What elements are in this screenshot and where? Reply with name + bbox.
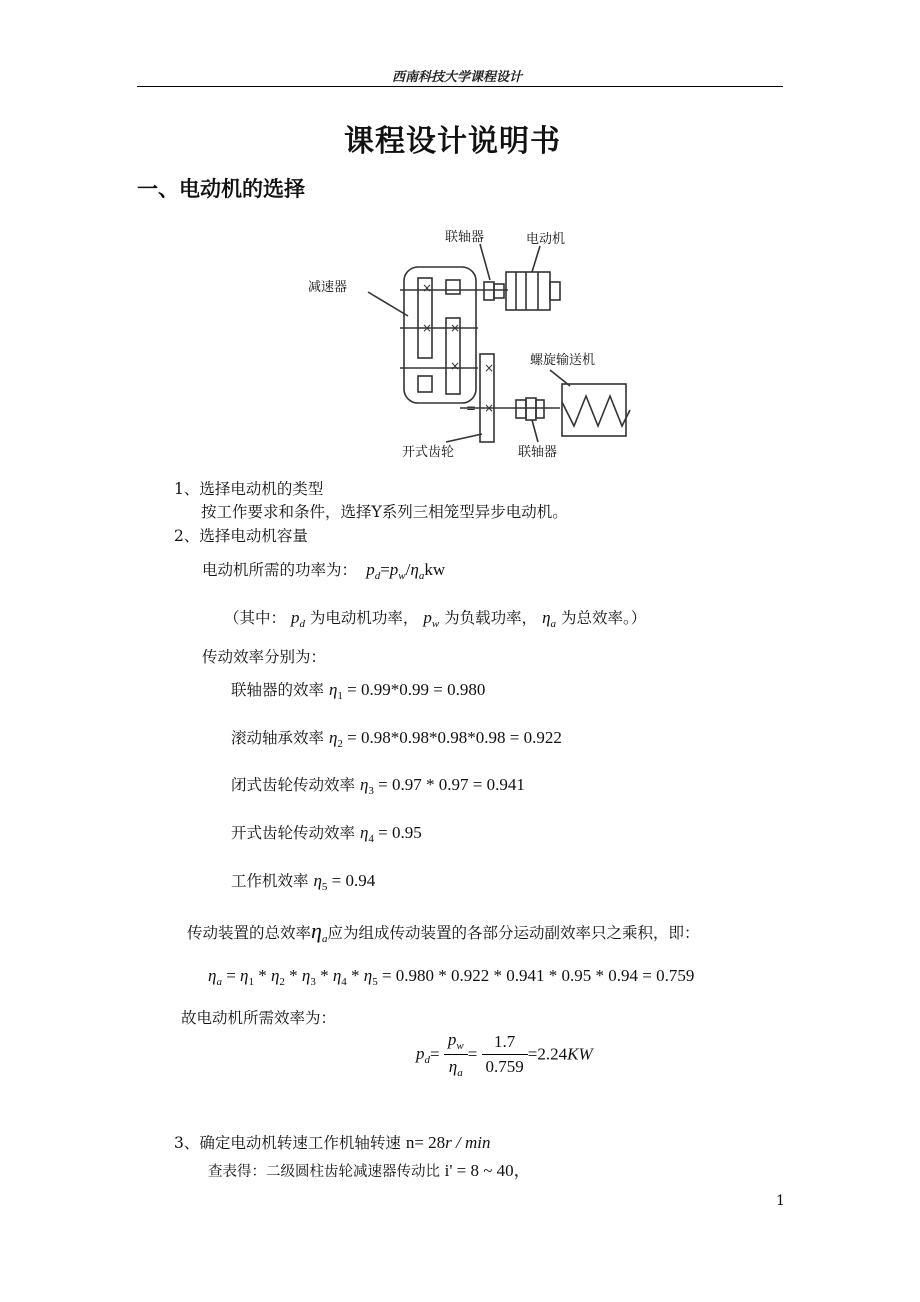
transmission-diagram [300,220,645,465]
label-coupling-top: 联轴器 [445,230,485,245]
efficiency-row: 开式齿轮传动效率 $\eta_4 = 0.95$ [231,823,422,845]
required-intro: 故电动机所需效率为： [181,1009,337,1027]
required-power-formula: $p_d=$ $\frac{p_w}{\eta_a}$ = $\frac{1.7}{0.759}$ =2.24KW [416,1030,593,1079]
power-formula-line [202,558,445,582]
power-formula: $p_d=p_w/\eta_akw$ [366,560,446,582]
header-rule [137,86,783,87]
ratio-line: 查表得：二级圆柱齿轮减速器传动比 i' = 8 ~ 40， [208,1161,531,1180]
label-open-gear: 开式齿轮 [402,445,455,460]
page-number: 1 [776,1193,785,1209]
efficiency-row: 联轴器的效率 $\eta_1 = 0.99*0.99 = 0.980$ [231,680,486,702]
symbol-note: （其中： $p_d$ 为电动机功率， $p_w$ 为负载功率， $\eta_a$ 为总效率。） [224,608,647,630]
efficiency-intro: 传动效率分别为： [202,648,327,666]
svg-text:×: × [422,281,433,295]
efficiency-row: 滚动轴承效率 $\eta_2 = 0.98*0.98*0.98*0.98 = 0.922$ [231,728,562,750]
label-motor: 电动机 [526,232,566,247]
label-screw-conveyor: 螺旋输送机 [530,353,596,368]
total-efficiency-sentence: 传动装置的总效率$\eta_a$应为组成传动装置的各部分运动副效率只之乘积，即： [187,918,700,945]
svg-text:=: = [466,401,477,415]
page-header: 西南科技大学课程设计 [392,70,523,85]
item1-body: 按工作要求和条件，选择Y系列三相笼型异步电动机。 [201,503,568,521]
power-unit: kw [424,560,446,579]
power-intro: 电动机所需的功率为： [202,561,358,579]
total-efficiency-formula: $\eta_a = \eta_1 * \eta_2 * \eta_3 * \eta_4 * \eta_5 = 0.980 * 0.922 * 0.941 * 0.95 * 0.94 = 0.759$ [208,966,695,988]
svg-text:×: × [484,361,495,375]
svg-text:×: × [484,401,495,415]
svg-text:×: × [450,321,461,335]
section-heading: 一、电动机的选择 [137,177,305,201]
efficiency-row: 闭式齿轮传动效率 $\eta_3 = 0.97 * 0.97 = 0.941$ [231,775,525,797]
document-title: 课程设计说明书 [344,124,561,159]
item1-title: 1、选择电动机的类型 [174,480,324,498]
item3-line: 3、确定电动机转速工作机轴转速 n= 28r / min [174,1133,491,1152]
item2-title: 2、选择电动机容量 [174,527,308,545]
efficiency-row: 工作机效率 $\eta_5 = 0.94$ [231,871,376,893]
svg-text:×: × [422,321,433,335]
label-reducer: 减速器 [308,280,348,295]
svg-text:×: × [450,359,461,373]
label-coupling-bottom: 联轴器 [518,445,558,460]
